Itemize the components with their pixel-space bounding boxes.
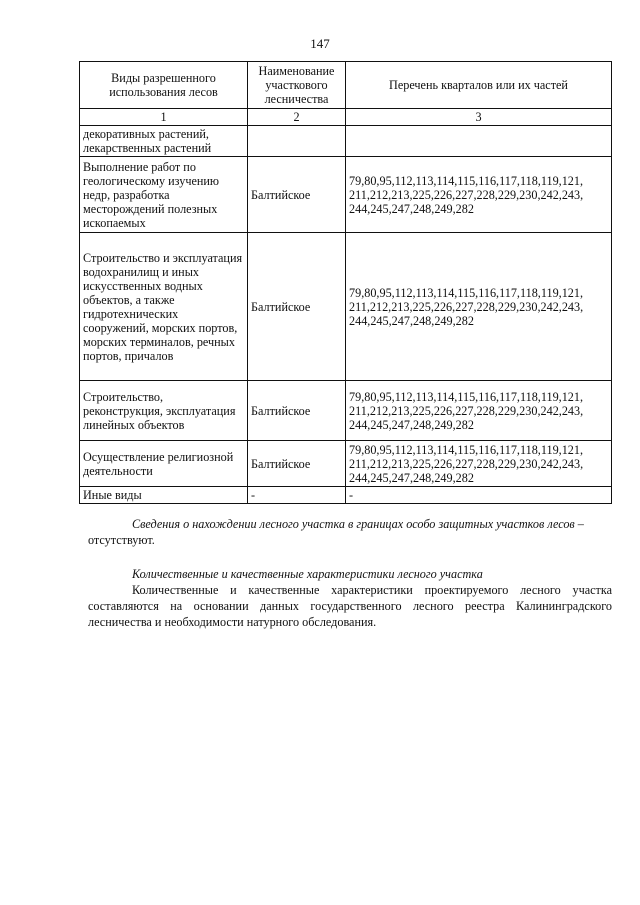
notice-end-text: отсутствуют.	[88, 533, 155, 547]
use-type-cell: Выполнение работ по геологическому изучению недр, разработка месторождений полезных ископаемых	[80, 157, 248, 233]
forestry-cell: Балтийское	[248, 381, 346, 441]
forestry-cell	[248, 126, 346, 157]
table-row	[80, 157, 612, 233]
text-block	[88, 516, 612, 630]
use-type-cell: Строительство и эксплуатация водохранилищ и иных искусственных водных объектов, а также гидротехнических сооружений, морских портов, морских терминалов, речных портов, причалов	[80, 233, 248, 381]
use-type-cell: Осуществление религиозной деятельности	[80, 441, 248, 487]
header-use-types: Виды разрешенного использования лесов	[80, 62, 248, 109]
blocks-cell: 79,80,95,112,113,114,115,116,117,118,119,121, 211,212,213,225,226,227,228,229,230,242,243, 244,245,247,248,249,282	[346, 157, 612, 233]
forest-use-table	[79, 61, 612, 504]
column-number: 1	[80, 109, 248, 126]
table-row	[80, 487, 612, 504]
column-number-row	[80, 109, 612, 126]
protective-areas-notice	[88, 516, 612, 548]
notice-italic-text: Сведения о нахождении лесного участка в границах особо защитных участков лесов –	[132, 517, 584, 531]
blocks-cell: 79,80,95,112,113,114,115,116,117,118,119,121, 211,212,213,225,226,227,228,229,230,242,243, 244,245,247,248,249,282	[346, 381, 612, 441]
section-title: Количественные и качественные характеристики лесного участка	[132, 567, 483, 581]
table-row	[80, 126, 612, 157]
column-number: 2	[248, 109, 346, 126]
use-type-cell: Иные виды	[80, 487, 248, 504]
forestry-cell: Балтийское	[248, 233, 346, 381]
blocks-cell: 79,80,95,112,113,114,115,116,117,118,119,121, 211,212,213,225,226,227,228,229,230,242,243, 244,245,247,248,249,282	[346, 441, 612, 487]
header-forestry-name: Наименование участкового лесничества	[248, 62, 346, 109]
blocks-cell	[346, 126, 612, 157]
use-type-cell: декоративных растений, лекарственных растений	[80, 126, 248, 157]
blocks-cell: -	[346, 487, 612, 504]
forestry-cell: Балтийское	[248, 441, 346, 487]
table-row	[80, 233, 612, 381]
use-type-cell: Строительство, реконструкция, эксплуатация линейных объектов	[80, 381, 248, 441]
table-row	[80, 381, 612, 441]
forestry-cell: Балтийское	[248, 157, 346, 233]
table-header-row	[80, 62, 612, 109]
table-row	[80, 441, 612, 487]
column-number: 3	[346, 109, 612, 126]
page-number: 147	[310, 36, 330, 51]
body-paragraph: Количественные и качественные характеристики проектируемого лесного участка составляются на основании данных государственного лесного реестра Калининградского лесничества и необходимости натурного обследования.	[88, 583, 612, 629]
header-blocks-list: Перечень кварталов или их частей	[346, 62, 612, 109]
forestry-cell: -	[248, 487, 346, 504]
blocks-cell: 79,80,95,112,113,114,115,116,117,118,119,121, 211,212,213,225,226,227,228,229,230,242,243, 244,245,247,248,249,282	[346, 233, 612, 381]
